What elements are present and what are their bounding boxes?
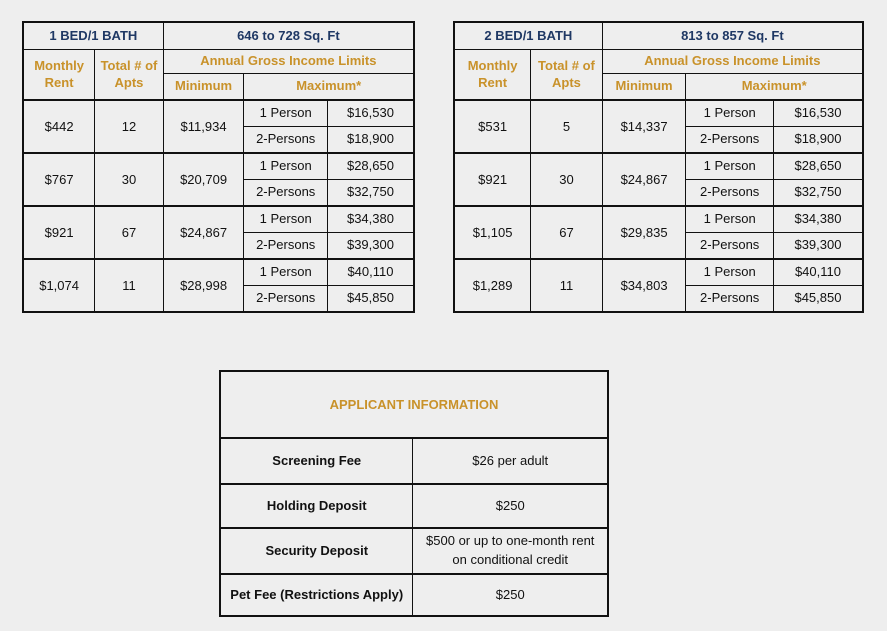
- fee-label: Holding Deposit: [220, 484, 413, 528]
- fee-label: Security Deposit: [220, 528, 413, 574]
- maximum-cell: $45,850: [327, 285, 414, 312]
- fee-label: Pet Fee (Restrictions Apply): [220, 574, 413, 616]
- maximum-cell: $40,110: [327, 259, 414, 285]
- table-row: [220, 528, 608, 574]
- table-row: [220, 574, 608, 616]
- table-row: [454, 153, 863, 179]
- person-label: 2-Persons: [686, 285, 774, 312]
- maximum-cell: $34,380: [327, 206, 414, 232]
- fee-label: Screening Fee: [220, 438, 413, 484]
- table-row: [454, 259, 863, 285]
- person-label: 1 Person: [244, 259, 328, 285]
- total-apts-header: Total # of Apts: [95, 49, 164, 100]
- person-label: 1 Person: [686, 153, 774, 179]
- unit-type-heading: 2 BED/1 BATH: [454, 22, 602, 49]
- total-apts-header: Total # of Apts: [531, 49, 603, 100]
- person-label: 2-Persons: [686, 179, 774, 206]
- minimum-cell: $29,835: [602, 206, 686, 259]
- rent-cell: $921: [23, 206, 95, 259]
- person-label: 1 Person: [244, 153, 328, 179]
- person-label: 1 Person: [686, 206, 774, 232]
- rent-cell: $1,289: [454, 259, 531, 312]
- minimum-cell: $34,803: [602, 259, 686, 312]
- monthly-rent-header: Monthly Rent: [23, 49, 95, 100]
- table-row: [23, 100, 414, 126]
- rent-cell: $442: [23, 100, 95, 153]
- apts-cell: 5: [531, 100, 603, 153]
- fee-value: $500 or up to one-month rent on conditional credit: [413, 528, 608, 574]
- applicant-info-title: APPLICANT INFORMATION: [220, 371, 608, 438]
- income-table-2bed: [453, 21, 864, 313]
- person-label: 1 Person: [244, 100, 328, 126]
- maximum-cell: $39,300: [773, 232, 863, 259]
- maximum-cell: $32,750: [773, 179, 863, 206]
- table-row: [220, 484, 608, 528]
- table-row: [23, 206, 414, 232]
- table-row: [23, 153, 414, 179]
- rent-cell: $921: [454, 153, 531, 206]
- table-row: [454, 100, 863, 126]
- minimum-cell: $11,934: [163, 100, 244, 153]
- table-row: [220, 438, 608, 484]
- minimum-header: Minimum: [163, 73, 244, 100]
- maximum-cell: $16,530: [327, 100, 414, 126]
- table-row: [454, 206, 863, 232]
- minimum-header: Minimum: [602, 73, 686, 100]
- maximum-cell: $40,110: [773, 259, 863, 285]
- rent-cell: $1,074: [23, 259, 95, 312]
- apts-cell: 11: [531, 259, 603, 312]
- maximum-cell: $16,530: [773, 100, 863, 126]
- person-label: 2-Persons: [244, 179, 328, 206]
- rent-cell: $531: [454, 100, 531, 153]
- person-label: 1 Person: [686, 259, 774, 285]
- rent-cell: $1,105: [454, 206, 531, 259]
- person-label: 2-Persons: [686, 232, 774, 259]
- person-label: 1 Person: [244, 206, 328, 232]
- apts-cell: 30: [531, 153, 603, 206]
- maximum-cell: $32,750: [327, 179, 414, 206]
- income-limits-header: Annual Gross Income Limits: [602, 49, 863, 73]
- person-label: 2-Persons: [244, 232, 328, 259]
- fee-value: $26 per adult: [413, 438, 608, 484]
- maximum-header: Maximum*: [686, 73, 863, 100]
- person-label: 1 Person: [686, 100, 774, 126]
- maximum-cell: $18,900: [327, 126, 414, 153]
- rent-cell: $767: [23, 153, 95, 206]
- monthly-rent-header: Monthly Rent: [454, 49, 531, 100]
- unit-type-heading: 1 BED/1 BATH: [23, 22, 163, 49]
- applicant-info-table: [219, 370, 609, 617]
- apts-cell: 11: [95, 259, 164, 312]
- minimum-cell: $24,867: [602, 153, 686, 206]
- apts-cell: 67: [95, 206, 164, 259]
- maximum-cell: $45,850: [773, 285, 863, 312]
- apts-cell: 12: [95, 100, 164, 153]
- table-row: [23, 259, 414, 285]
- income-limits-header: Annual Gross Income Limits: [163, 49, 414, 73]
- maximum-cell: $28,650: [327, 153, 414, 179]
- minimum-cell: $24,867: [163, 206, 244, 259]
- fee-value: $250: [413, 574, 608, 616]
- sqft-heading: 813 to 857 Sq. Ft: [602, 22, 863, 49]
- maximum-cell: $18,900: [773, 126, 863, 153]
- maximum-header: Maximum*: [244, 73, 414, 100]
- income-table-1bed: [22, 21, 415, 313]
- minimum-cell: $14,337: [602, 100, 686, 153]
- person-label: 2-Persons: [244, 126, 328, 153]
- person-label: 2-Persons: [686, 126, 774, 153]
- maximum-cell: $39,300: [327, 232, 414, 259]
- apts-cell: 30: [95, 153, 164, 206]
- maximum-cell: $28,650: [773, 153, 863, 179]
- sqft-heading: 646 to 728 Sq. Ft: [163, 22, 414, 49]
- minimum-cell: $28,998: [163, 259, 244, 312]
- maximum-cell: $34,380: [773, 206, 863, 232]
- person-label: 2-Persons: [244, 285, 328, 312]
- fee-value: $250: [413, 484, 608, 528]
- apts-cell: 67: [531, 206, 603, 259]
- minimum-cell: $20,709: [163, 153, 244, 206]
